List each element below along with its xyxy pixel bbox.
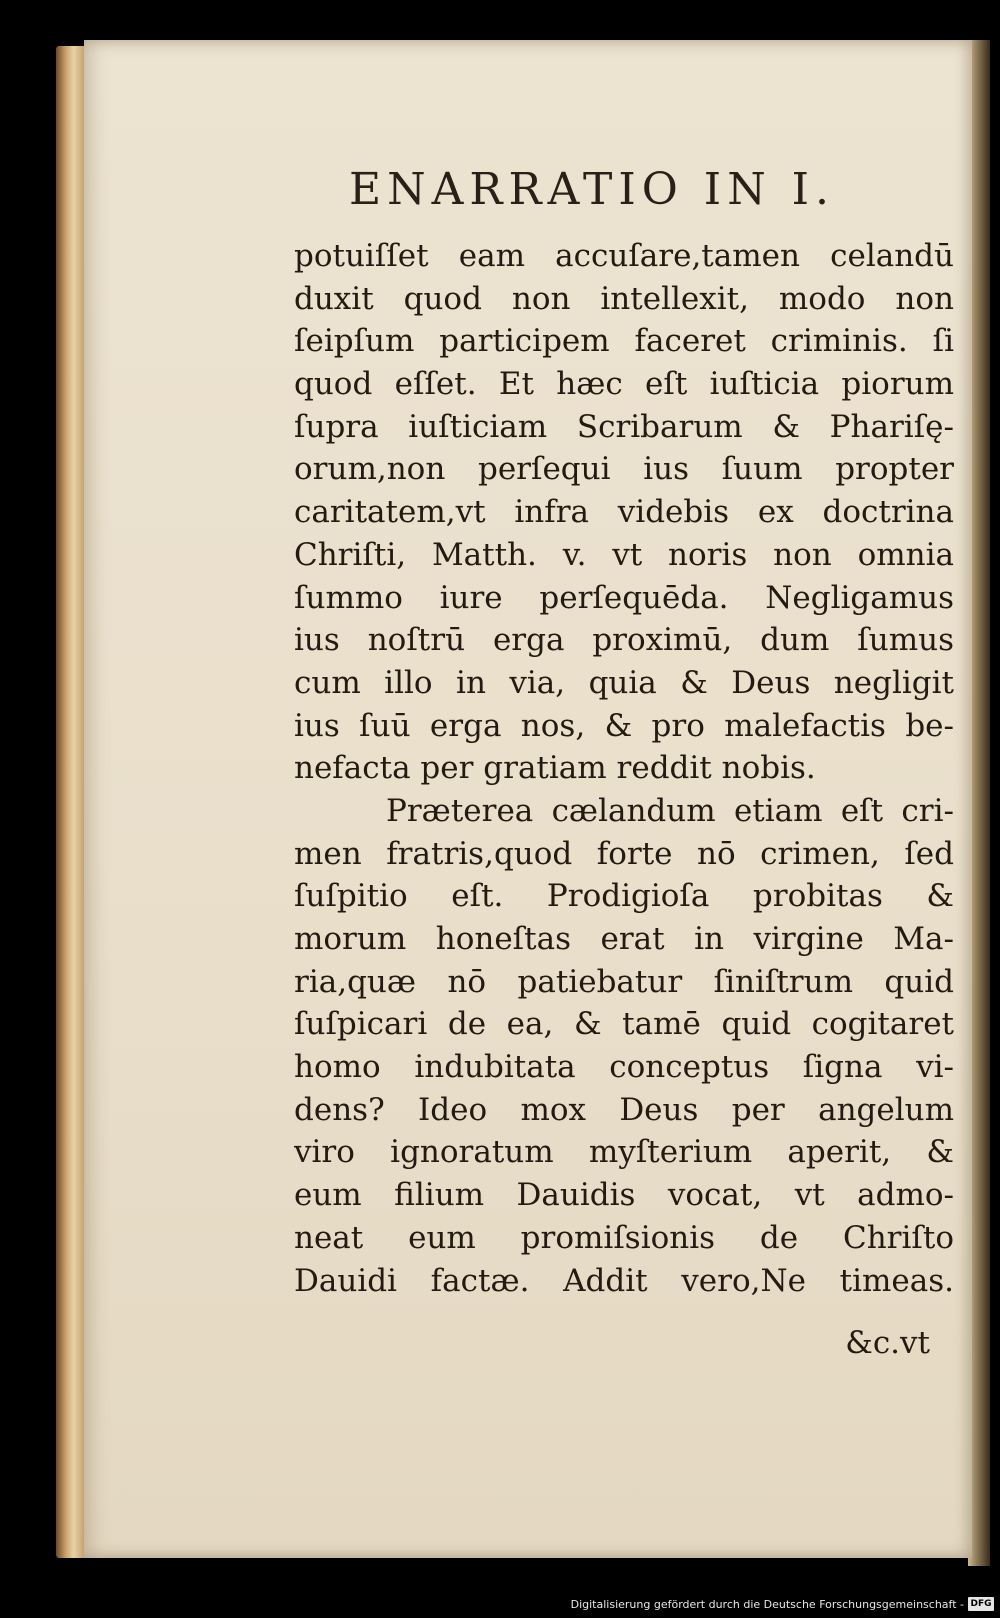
text-line: morum honeſtas erat in virgine Ma- (294, 921, 954, 957)
text-line: Chriſti, Matth. v. vt noris non omnia (294, 536, 954, 573)
text-line: Præterea cælandum etiam eſt cri- (386, 792, 954, 829)
text-line: homo indubitata conceptus ſigna vi- (294, 1049, 954, 1086)
text-line: ius noſtrū erga proximū, dum ſumus (294, 622, 954, 659)
text-line: ius ſuū erga nos, & pro malefactis be- (294, 707, 954, 744)
catchword: &c.vt (845, 1325, 930, 1361)
dfg-logo-icon: DFG (968, 1597, 994, 1611)
funding-credit: Digitalisierung gefördert durch die Deutsche Forschungsgemeinschaft - (570, 1598, 964, 1611)
text-line: nefacta per gratiam reddit nobis. (294, 750, 816, 787)
text-line: ſuſpitio eſt. Prodigioſa probitas & (294, 878, 954, 915)
text-line: ſuſpicari de ea, & tamē quid cogitaret (294, 1006, 954, 1043)
text-line: potuiſſet eam accuſare,tamen celandū (294, 238, 954, 274)
page-text-area (294, 135, 954, 1361)
text-line: eum filium Dauidis vocat, vt admo- (294, 1177, 954, 1214)
text-line: ſupra iuſticiam Scribarum & Phariſę- (294, 408, 954, 445)
body-text (294, 235, 954, 1302)
text-line: dens? Ideo mox Deus per angelum (294, 1091, 954, 1128)
running-head: ENARRATIO IN I. (349, 164, 836, 215)
text-line: ſummo iure perſequēda. Negligamus (294, 579, 954, 616)
text-line: quod eſſet. Et hæc eſt iuſticia piorum (294, 366, 954, 403)
text-line: neat eum promiſsionis de Chriſto (294, 1219, 954, 1256)
text-line: ſeipſum participem faceret criminis. ſi (294, 323, 954, 360)
text-line: duxit quod non intellexit, modo non (294, 280, 954, 317)
book-page (84, 40, 972, 1558)
text-line: ria,quæ nō patiebatur ſiniſtrum quid (294, 963, 954, 1000)
text-line: caritatem,vt infra videbis ex doctrina (294, 494, 954, 531)
text-line: Dauidi factæ. Addit vero,Ne timeas. (294, 1262, 954, 1299)
text-line: orum,non perſequi ius ſuum propter (294, 451, 954, 488)
text-line: cum illo in via, quia & Deus negligit (294, 664, 954, 701)
text-line: men fratris,quod forte nō crimen, ſed (294, 835, 954, 872)
text-line: viro ignoratum myſterium aperit, & (294, 1134, 954, 1171)
